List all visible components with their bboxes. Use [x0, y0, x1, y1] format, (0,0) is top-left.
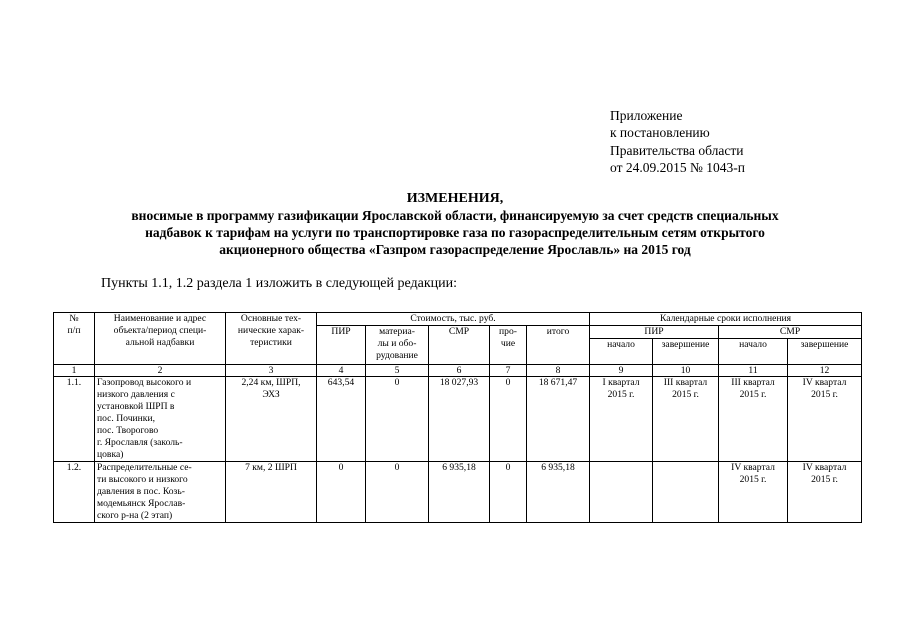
row-total: 18 671,47	[527, 377, 590, 462]
row-specs: 2,24 км, ШРП, ЭХЗ	[226, 377, 317, 462]
row-smr-start: IV квартал 2015 г.	[719, 462, 788, 523]
row-pir-start: I квартал 2015 г.	[590, 377, 653, 462]
column-number: 10	[653, 365, 719, 377]
row-num: 1.1.	[54, 377, 95, 462]
table-row	[54, 462, 862, 523]
header-pir-group: ПИР	[590, 326, 719, 339]
row-pir-end	[653, 462, 719, 523]
header-materials: материа- лы и обо- рудование	[366, 326, 429, 365]
appendix-line: Правительства области	[610, 142, 744, 158]
row-materials: 0	[366, 377, 429, 462]
title-main: ИЗМЕНЕНИЯ,	[406, 191, 504, 206]
column-number: 7	[490, 365, 527, 377]
row-smr: 18 027,93	[429, 377, 490, 462]
header-pir-start: начало	[590, 339, 653, 365]
column-number: 4	[317, 365, 366, 377]
header-name: Наименование и адрес объекта/период специ- альной надбавки	[95, 313, 226, 365]
document-title	[60, 190, 850, 258]
column-number: 11	[719, 365, 788, 377]
header-pir: ПИР	[317, 326, 366, 365]
header-other: про- чие	[490, 326, 527, 365]
header-smr-start: начало	[719, 339, 788, 365]
row-specs: 7 км, 2 ШРП	[226, 462, 317, 523]
header-schedule-group: Календарные сроки исполнения	[590, 313, 862, 326]
column-number: 5	[366, 365, 429, 377]
appendix-block	[610, 107, 745, 176]
row-other: 0	[490, 377, 527, 462]
header-smr-end: завершение	[788, 339, 862, 365]
row-smr-start: III квартал 2015 г.	[719, 377, 788, 462]
row-smr: 6 935,18	[429, 462, 490, 523]
table-row	[54, 377, 862, 462]
row-total: 6 935,18	[527, 462, 590, 523]
header-specs: Основные тех- нические харак- теристики	[226, 313, 317, 365]
title-line: вносимые в программу газификации Ярославской области, финансируемую за счет средств специальных	[131, 208, 779, 223]
row-pir-end: III квартал 2015 г.	[653, 377, 719, 462]
row-pir: 643,54	[317, 377, 366, 462]
column-number: 6	[429, 365, 490, 377]
column-number: 1	[54, 365, 95, 377]
column-number: 2	[95, 365, 226, 377]
intro-text: Пункты 1.1, 1.2 раздела 1 изложить в следующей редакции:	[101, 276, 458, 291]
row-materials: 0	[366, 462, 429, 523]
row-name: Газопровод высокого и низкого давления с установкой ШРП в пос. Починки, пос. Творогово г. Ярославля (заколь- цовка)	[95, 377, 226, 462]
column-number: 9	[590, 365, 653, 377]
column-number: 8	[527, 365, 590, 377]
row-name: Распределительные се- ти высокого и низкого давления в пос. Козь- модемьянск Ярослав- ского р-на (2 этап)	[95, 462, 226, 523]
row-num: 1.2.	[54, 462, 95, 523]
row-other: 0	[490, 462, 527, 523]
schedule-table	[53, 312, 862, 523]
header-pir-end: завершение	[653, 339, 719, 365]
row-smr-end: IV квартал 2015 г.	[788, 377, 862, 462]
column-number: 12	[788, 365, 862, 377]
column-number-row	[54, 365, 862, 377]
header-cost-group: Стоимость, тыс. руб.	[317, 313, 590, 326]
appendix-line: Приложение	[610, 108, 683, 123]
header-num: № п/п	[54, 313, 95, 365]
title-line: надбавок к тарифам на услуги по транспортировке газа по газораспределительным сетям открытого	[145, 225, 765, 240]
appendix-line: от 24.09.2015 № 1043-п	[610, 159, 745, 175]
row-pir-start	[590, 462, 653, 523]
column-number: 3	[226, 365, 317, 377]
title-line: акционерного общества «Газпром газораспределение Ярославль» на 2015 год	[219, 242, 691, 257]
row-pir: 0	[317, 462, 366, 523]
header-total: итого	[527, 326, 590, 365]
header-smr: СМР	[429, 326, 490, 365]
row-smr-end: IV квартал 2015 г.	[788, 462, 862, 523]
appendix-line: к постановлению	[610, 125, 710, 141]
header-smr-group: СМР	[719, 326, 862, 339]
